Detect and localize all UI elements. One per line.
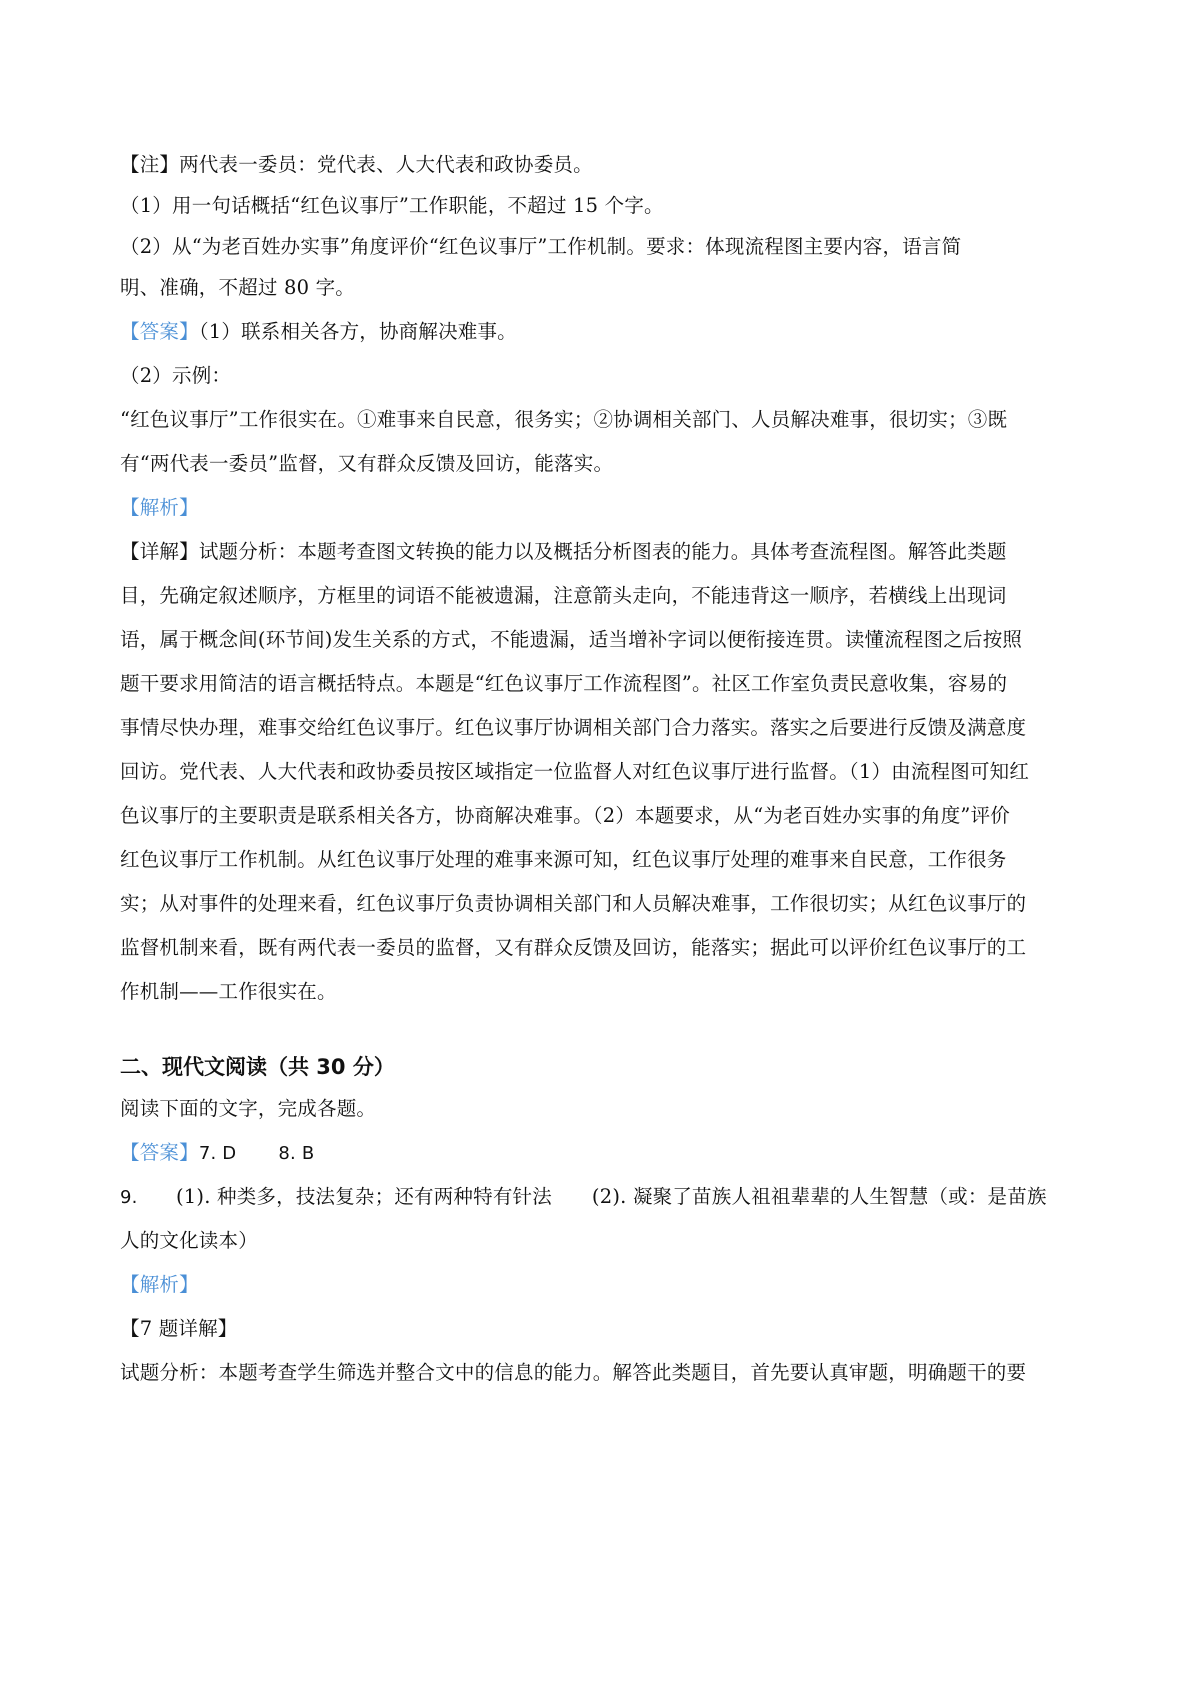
analysis2-tag: 【解析】 <box>120 1273 199 1296</box>
q9-cont: 人的文化读本） <box>120 1229 258 1252</box>
detail-line-4: 事情尽快办理，难事交给红色议事厅。红色议事厅协调相关部门合力落实。落实之后要进行反馈及满意度 <box>120 716 1027 739</box>
q9-number: 9. <box>120 1187 138 1208</box>
question-1: （1）用一句话概括“红色议事厅”工作职能，不超过 15 个字。 <box>120 194 664 217</box>
answer-example-line-2: 有“两代表一委员”监督，又有群众反馈及回访，能落实。 <box>120 452 614 475</box>
question-2-cont: 明、准确，不超过 80 字。 <box>120 276 356 299</box>
answer-example-line-1: “红色议事厅”工作很实在。①难事来自民意，很务实；②协调相关部门、人员解决难事，很切实；③既 <box>120 408 1008 431</box>
detail-line-10: 作机制——工作很实在。 <box>120 980 337 1003</box>
answer2-tag: 【答案】 <box>120 1141 199 1164</box>
answer-text: （1）联系相关各方，协商解决难事。 <box>198 320 517 343</box>
detail7-tag: 【7 题详解】 <box>120 1317 238 1340</box>
detail-line-3: 题干要求用简洁的语言概括特点。本题是“红色议事厅工作流程图”。社区工作室负责民意收集，容易的 <box>120 672 1008 695</box>
question-2: （2）从“为老百姓办实事”角度评价“红色议事厅”工作机制。要求：体现流程图主要内容，语言简 <box>120 235 962 258</box>
q9-part1: (1). 种类多，技法复杂；还有两种特有针法 <box>176 1185 552 1208</box>
detail-line-0 <box>120 539 1007 564</box>
answer-7: 7. D <box>198 1143 237 1164</box>
detail-line-2: 语，属于概念间(环节间)发生关系的方式，不能遗漏，适当增补字词以便衔接连贯。读懂流程图之后按照 <box>120 628 1023 651</box>
detail-text: 试题分析：本题考查图文转换的能力以及概括分析图表的能力。具体考查流程图。解答此类题 <box>198 540 1007 563</box>
detail-line-7: 红色议事厅工作机制。从红色议事厅处理的难事来源可知，红色议事厅处理的难事来自民意，工作很务 <box>120 848 1007 871</box>
q9-part2: (2). 凝聚了苗族人祖祖辈辈的人生智慧（或：是苗族 <box>591 1185 1047 1208</box>
q9-line <box>120 1184 1047 1210</box>
answer-8: 8. B <box>278 1143 315 1164</box>
section-heading: 二、现代文阅读（共 30 分） <box>120 1055 395 1079</box>
detail-tag: 【详解】 <box>120 540 199 563</box>
detail-line-1: 目，先确定叙述顺序，方框里的词语不能被遗漏，注意箭头走向，不能违背这一顺序，若横线上出现词 <box>120 584 1007 607</box>
note-line <box>120 152 593 177</box>
detail7-text: 试题分析：本题考查学生筛选并整合文中的信息的能力。解答此类题目，首先要认真审题，明确题干的要 <box>120 1361 1027 1384</box>
analysis-tag: 【解析】 <box>120 496 199 519</box>
note-tag: 【注】 <box>120 153 180 176</box>
detail-line-5: 回访。党代表、人大代表和政协委员按区域指定一位监督人对红色议事厅进行监督。（1）由流程图可知红 <box>120 760 1030 783</box>
answer-tag: 【答案】 <box>120 320 199 343</box>
answer2-line <box>120 1140 314 1166</box>
answer-line <box>120 319 517 344</box>
detail-line-8: 实；从对事件的处理来看，红色议事厅负责协调相关部门和人员解决难事，工作很切实；从红色议事厅的 <box>120 892 1027 915</box>
section-intro: 阅读下面的文字，完成各题。 <box>120 1097 377 1120</box>
note-text: 两代表一委员：党代表、人大代表和政协委员。 <box>179 153 593 176</box>
answer-example-label: （2）示例： <box>120 364 232 387</box>
detail-line-6: 色议事厅的主要职责是联系相关各方，协商解决难事。（2）本题要求，从“为老百姓办实事的角度”评价 <box>120 804 1010 827</box>
detail-line-9: 监督机制来看，既有两代表一委员的监督，又有群众反馈及回访，能落实；据此可以评价红色议事厅的工 <box>120 936 1027 959</box>
